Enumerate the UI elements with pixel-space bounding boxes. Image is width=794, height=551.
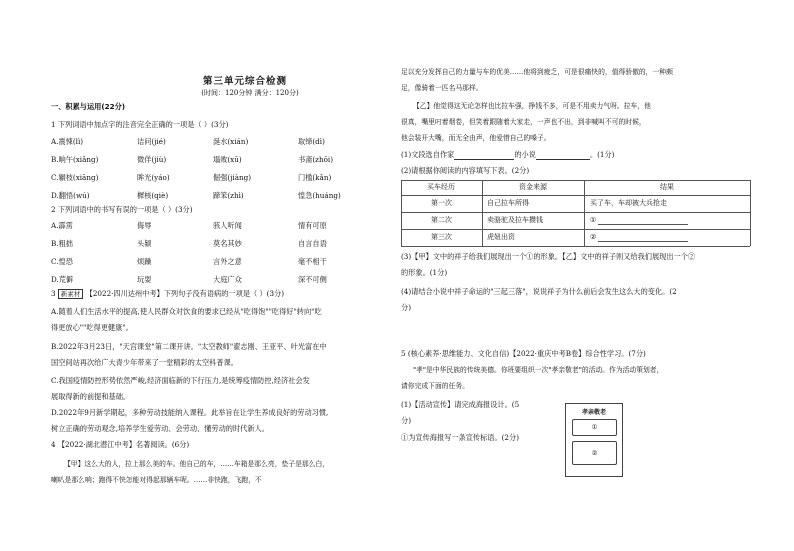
q1-option-3-0: D.翻悟(wú) (51, 191, 90, 200)
q3-number: 3 (51, 289, 56, 298)
q3-option-a-line2: 得更放心""吃得更健康"。 (51, 323, 133, 332)
subq2: (2)请根据你阅读的内容填写下表。(2分) (401, 166, 530, 175)
q1-option-2-2: 倔强(jiàng) (213, 173, 252, 182)
task1-line2: 分) (401, 416, 411, 425)
passage-yi-line2: 很真，嘴里叼着烟卷，但笑着跟随着大家走，一声也不出，到非喊叫不可的时候， (401, 118, 646, 126)
q4-stem: 4 【2022·湖北潜江中考】名著阅读。(6分) (51, 440, 190, 449)
task1-line1: (1)【活动宣传】请完成海报设计。(5 (401, 400, 520, 409)
table-cell-2-2[interactable]: ② (590, 233, 597, 241)
table-cell-1-2[interactable]: ① (590, 216, 597, 224)
table-header-2: 结果 (660, 183, 674, 191)
subq1-text-b: 的小说 (514, 150, 536, 159)
q2-option-3-3: 深不可侧 (298, 275, 327, 284)
q2-option-1-3: 自言自语 (298, 239, 327, 248)
table-cell-2-1: 虎妞出资 (487, 233, 515, 241)
q1-option-1-1: 微佯(jiù) (137, 155, 167, 164)
q2-option-2-3: 毫不相干 (298, 257, 327, 266)
page-title: 第三单元综合检测 (202, 76, 287, 87)
q3-option-c-line2: 展取得新的前提和基础。 (51, 392, 131, 401)
passage-yi-line1: 【乙】他觉得这无论怎样也比拉车强，挣钱不多，可是不用卖力气呀。拉车，他 (413, 102, 651, 110)
answer-underline (598, 224, 688, 225)
q3-option-d-line2: 树立正确的劳动观念,培养学生爱劳动、会劳动、懂劳动的时代新人。 (51, 424, 269, 433)
q5-intro-line1: "孝"是中华民族的传统美德。你班要组织一次"孝亲敬老"的活动。作为活动策划者， (413, 366, 664, 374)
q2-option-3-0: D.荒僻 (51, 275, 74, 284)
author-blank[interactable] (454, 151, 514, 160)
table-cell-0-1: 自己拉车所得 (487, 199, 529, 207)
q1-option-0-3: 取缔(dì) (298, 137, 325, 146)
table-cell-2-0: 第三次 (431, 233, 452, 241)
q3-text: 【2022·四川达州中考】下列句子没有语病的一项是（ ）(3分) (85, 289, 285, 298)
subq1-text: (1)文段选自作家 (401, 150, 455, 159)
q3-option-b-line1: B.2022年3月23日，"天宫课堂"第二课开讲。"太空教师"翟志刚、王亚平、叶光富在中 (51, 342, 327, 351)
q1-option-1-2: 塌败(xū) (213, 155, 242, 164)
passage-jia-cont-line2: 足，像骑着一匹名马那样。 (401, 84, 483, 92)
q4-passage-jia-line2: 喇叭是那么响；跑得不快怎能对得起那辆车呢。……非快跑，飞跑，不 (51, 476, 262, 484)
q1-option-2-0: C.辗枝(xiāng) (51, 173, 99, 182)
subq3-line2: 的形象。(1分) (401, 268, 448, 277)
task1-sub1: ①为宣传海报写一条宣传标语。(2分) (401, 433, 519, 442)
passage-yi-line3: 他会装开大嘴，而无全由声，他爱惜自己的嗓子。 (401, 134, 551, 142)
table-cell-1-0: 第二次 (431, 216, 452, 224)
q2-option-1-2: 莫名其妙 (213, 239, 242, 248)
q4-passage-jia-line1: 【甲】这么大的人，拉上那么美的车。他自己的车，……车箱是那么亮，垫子是那么白， (64, 460, 330, 468)
q2-option-0-0: A.霹雳 (51, 221, 73, 230)
poster-box-1[interactable]: ① (572, 419, 617, 436)
q1-stem: 1 下列词语中加点字的注音完全正确的一项是（ ）(3分) (51, 120, 229, 129)
subq1 (401, 150, 614, 160)
q1-option-0-0: A.震悚(lì) (51, 137, 84, 146)
subq4-line1: (4)请结合小说中祥子命运的"三起三落"，说说祥子为什么前后会发生这么大的变化。(2 (401, 287, 677, 296)
passage-jia-cont-line1: 足以充分发挥自己的力量与车的优美……他将到疲乏，可是很痛快的，值得骄傲的，一种颇 (401, 68, 673, 76)
subq3-line1: (3)【甲】文中的祥子给我们展现出一个①的形象。【乙】文中的祥子则又给我们展现出一个② (401, 252, 696, 261)
q2-option-0-2: 骇人听闻 (213, 221, 242, 230)
q1-option-1-0: B.晌午(xiǎng) (51, 155, 99, 164)
q5-stem: 5 (核心素养·思维能力、文化自信)【2022·重庆中考B卷】综合性学习。(7分) (401, 349, 646, 358)
table-cell-0-0: 第一次 (431, 199, 452, 207)
q2-option-2-2: 言外之意 (213, 257, 242, 266)
q1-option-0-2: 涎水(xián) (213, 137, 249, 146)
page-subtitle: (时间：120分钟 满分：120分) (201, 89, 299, 97)
q2-option-0-1: 侮辱 (137, 221, 152, 230)
subq1-text-c: 。(1分) (589, 150, 615, 159)
q3-option-c-line1: C.我国疫情防控形势依然严峻,经济面临新的下行压力,是统筹疫情防控,经济社会发 (51, 376, 310, 385)
q2-option-2-1: 烦躁 (137, 257, 152, 266)
poster-frame (565, 403, 623, 477)
q1-option-2-1: 眸光(yáo) (137, 173, 170, 182)
q5-intro-line2: 请你完成下面的任务。 (401, 382, 469, 390)
subq4-line2: 分) (401, 303, 411, 312)
q2-option-0-3: 情有可原 (298, 221, 327, 230)
q1-option-0-1: 诘问(jié) (137, 137, 166, 146)
q1-option-3-2: 蹄笨(zhì) (213, 191, 244, 200)
q2-option-1-1: 头颖 (137, 239, 152, 248)
q3-option-b-line2: 国空间站再次给广大青少年带来了一堂精彩的太空科普课。 (51, 358, 238, 367)
poster-box-2[interactable]: ② (572, 441, 617, 465)
q2-option-3-2: 大庭广众 (213, 275, 242, 284)
answer-underline (598, 241, 688, 242)
poster-title: 孝亲敬老 (581, 409, 606, 416)
q2-option-2-0: C.惶恐 (51, 257, 73, 266)
table-header-0: 买车经历 (427, 183, 455, 191)
q1-option-1-3: 书斋(zhōi) (298, 155, 334, 164)
q1-option-3-3: 惶急(huáng) (298, 191, 341, 200)
table-cell-1-1: 卖骆驼及拉车攒钱 (487, 216, 543, 224)
q3-stem (51, 289, 284, 299)
table-cell-0-2: 买了车，车却被大兵抢走 (590, 199, 667, 207)
section-heading: 一、积累与运用(22分) (51, 102, 126, 111)
new-material-tag: 新素材 (58, 289, 84, 299)
q3-option-a-line1: A.随着人们生活水平的提高,使人民群众对饮食的要求已经从"吃得饱""吃得好"转向"吃 (51, 307, 322, 316)
table-header-1: 资金来源 (519, 183, 547, 191)
q2-stem: 2 下列词语中的书写有误的一项是（ ）(3分) (51, 205, 193, 214)
q1-option-3-1: 樨核(qiè) (137, 191, 169, 200)
q3-option-d-line1: D.2022年9月新学期起，多种劳动技能纳入课程。此举旨在让学生养成良好的劳动习惯, (51, 408, 329, 417)
q1-option-2-3: 门槛(kǎn) (298, 173, 332, 182)
q2-option-1-0: B.粗拙 (51, 239, 73, 248)
q2-option-3-1: 玩耍 (137, 275, 152, 284)
novel-blank[interactable] (536, 151, 590, 160)
